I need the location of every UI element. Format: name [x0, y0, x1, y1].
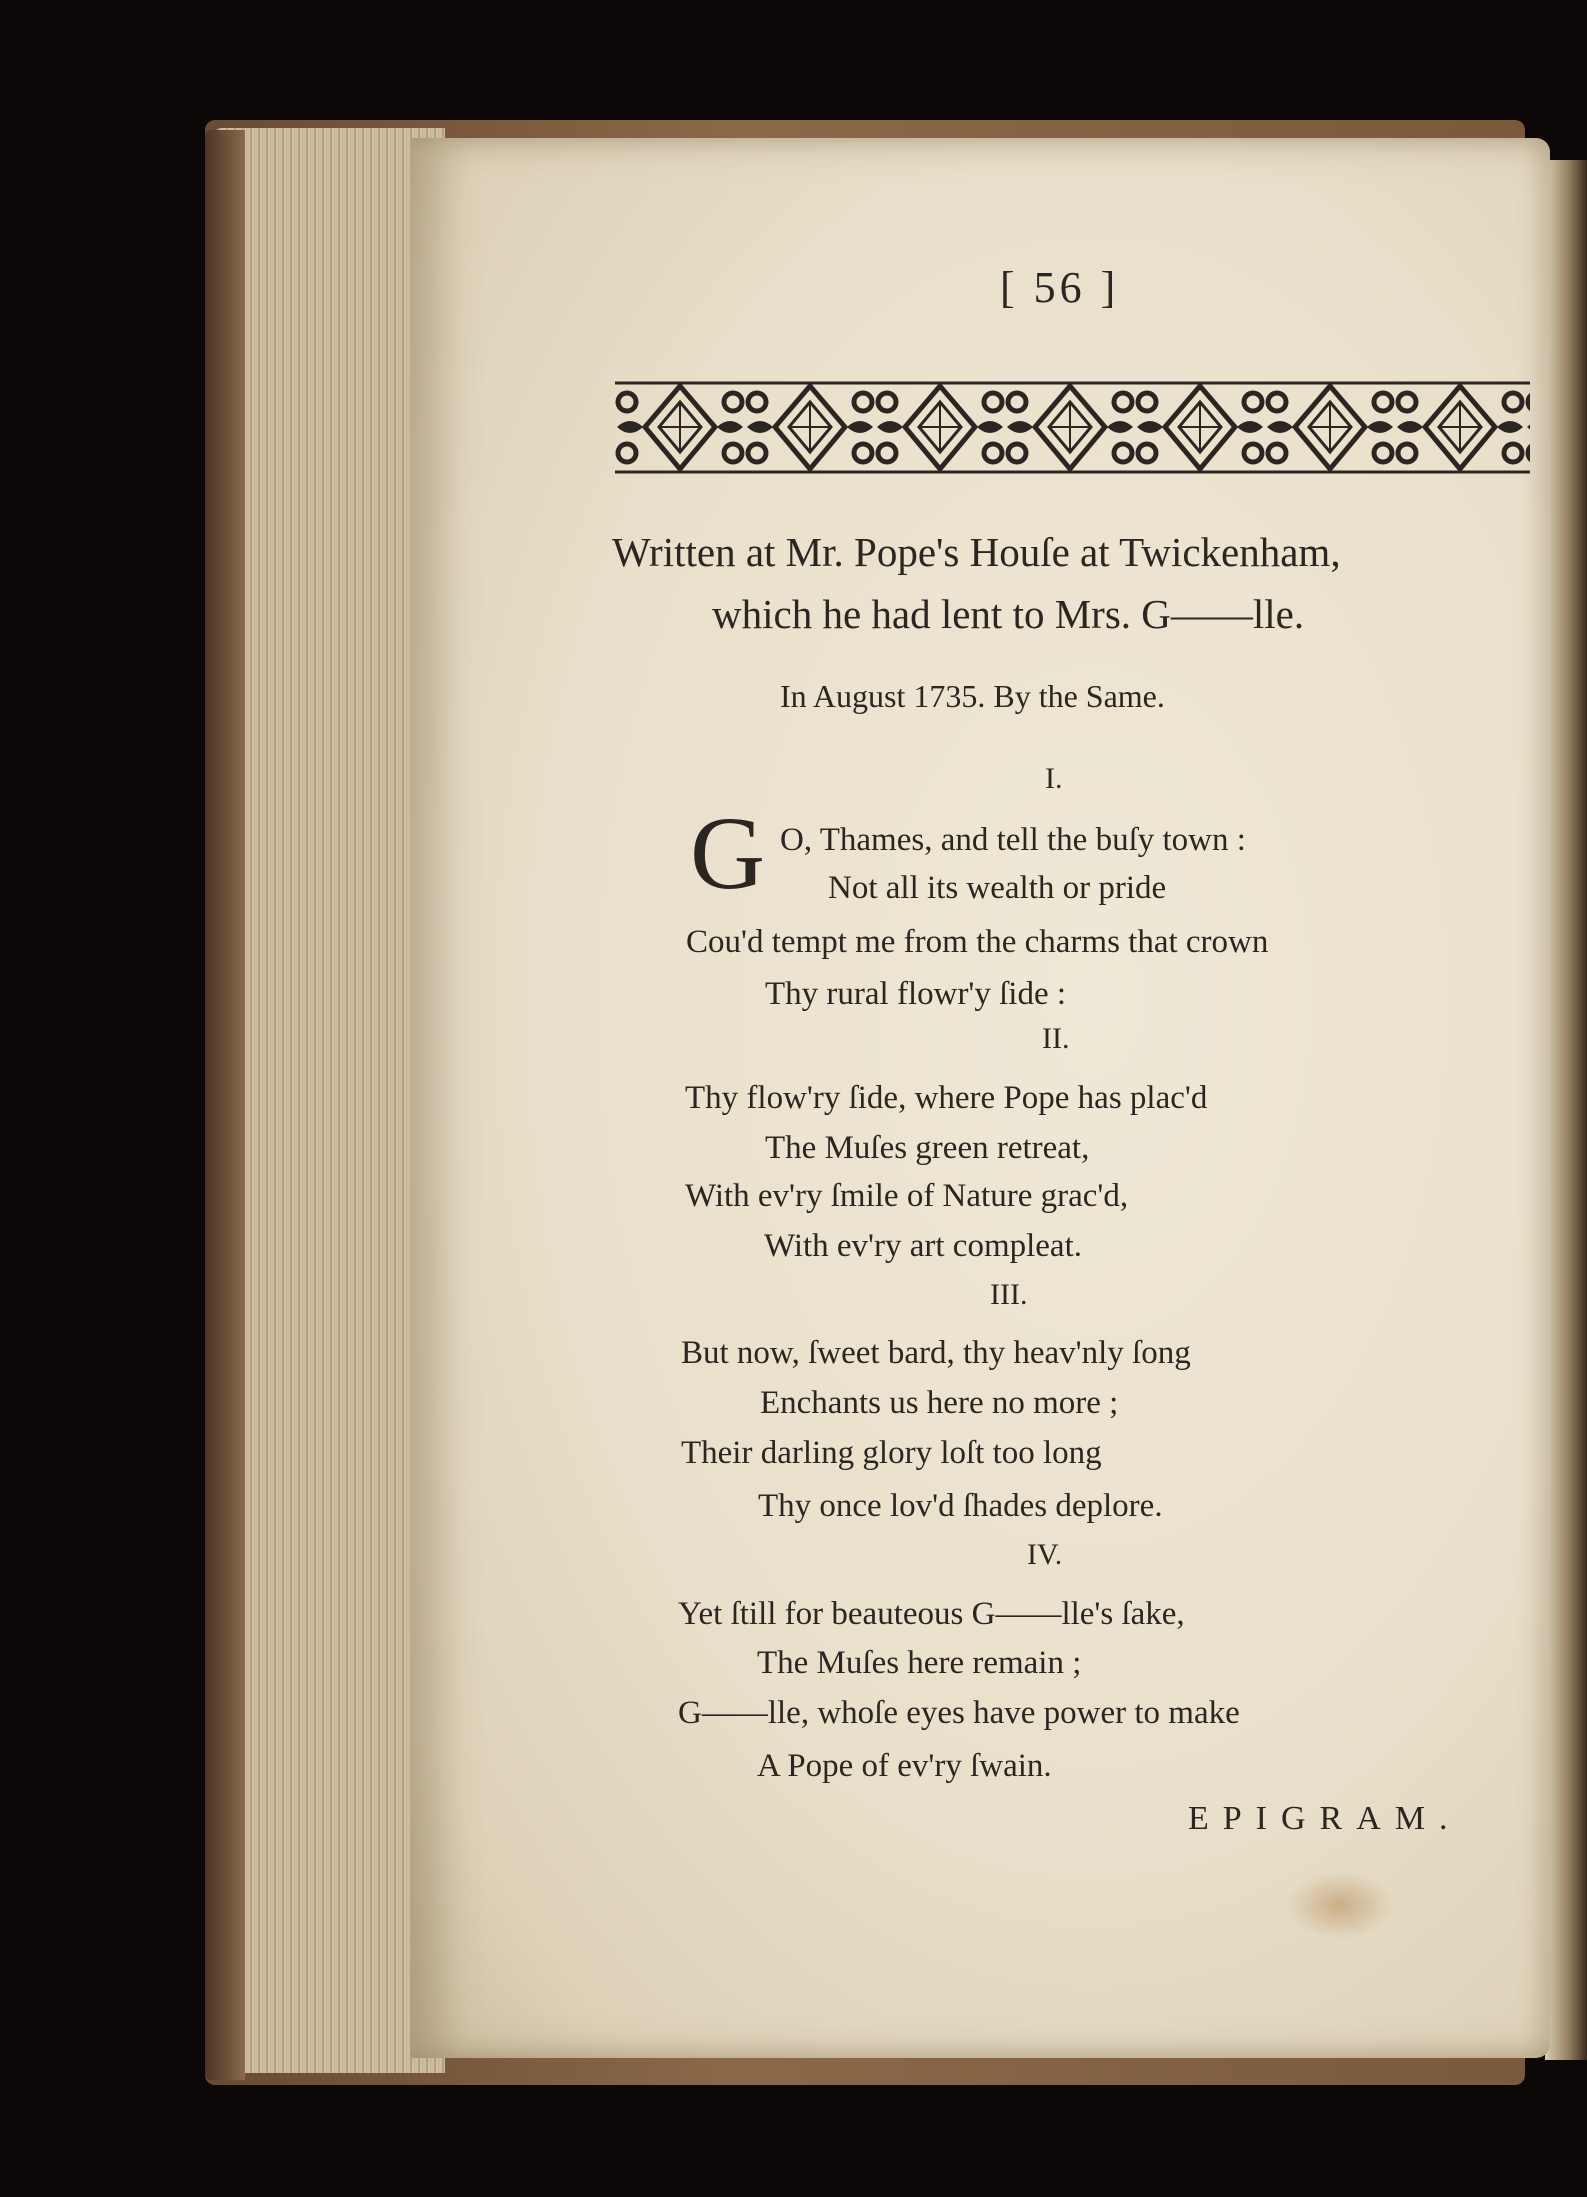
- verse-line: Thy once lov'd ſhades deplore.: [758, 1488, 1163, 1524]
- verse-line: A Pope of ev'ry ſwain.: [757, 1748, 1052, 1784]
- stanza-numeral: II.: [1042, 1022, 1070, 1055]
- poem-title-line-1: Written at Mr. Pope's Houſe at Twickenham,: [612, 529, 1341, 575]
- decorative-border-ornament: [615, 380, 1530, 475]
- foxing-stain: [1285, 1870, 1395, 1940]
- drop-cap: G: [690, 796, 766, 911]
- book-cover-edge: [205, 130, 245, 2080]
- page-number: [ 56 ]: [1000, 263, 1120, 312]
- verse-line: O, Thames, and tell the buſy town :: [780, 822, 1246, 858]
- verse-line: Yet ſtill for beauteous G——lle's ſake,: [678, 1596, 1185, 1632]
- stanza-numeral: IV.: [1027, 1538, 1063, 1571]
- stanza-numeral: III.: [990, 1278, 1028, 1311]
- verse-line: Not all its wealth or pride: [828, 870, 1167, 906]
- poem-title-line-2: which he had lent to Mrs. G——lle.: [712, 591, 1305, 637]
- right-page-edge: [1545, 160, 1587, 2060]
- verse-line: But now, ſweet bard, thy heav'nly ſong: [681, 1335, 1191, 1371]
- poem-subtitle: In August 1735. By the Same.: [780, 678, 1165, 714]
- verse-line: The Muſes green retreat,: [765, 1130, 1090, 1166]
- catchword: EPIGRAM.: [1188, 1800, 1462, 1837]
- stanza-numeral: I.: [1045, 762, 1063, 795]
- verse-line: Cou'd tempt me from the charms that crown: [686, 924, 1269, 960]
- verse-line: The Muſes here remain ;: [757, 1645, 1082, 1681]
- verse-line: Their darling glory loſt too long: [681, 1435, 1102, 1471]
- verse-line: With ev'ry ſmile of Nature grac'd,: [685, 1178, 1129, 1214]
- verse-line: Enchants us here no more ;: [760, 1385, 1119, 1421]
- verse-line: Thy flow'ry ſide, where Pope has plac'd: [685, 1080, 1208, 1116]
- verse-line: G——lle, whoſe eyes have power to make: [678, 1695, 1240, 1731]
- verse-line: With ev'ry art compleat.: [764, 1228, 1082, 1264]
- verse-line: Thy rural flowr'y ſide :: [765, 976, 1067, 1012]
